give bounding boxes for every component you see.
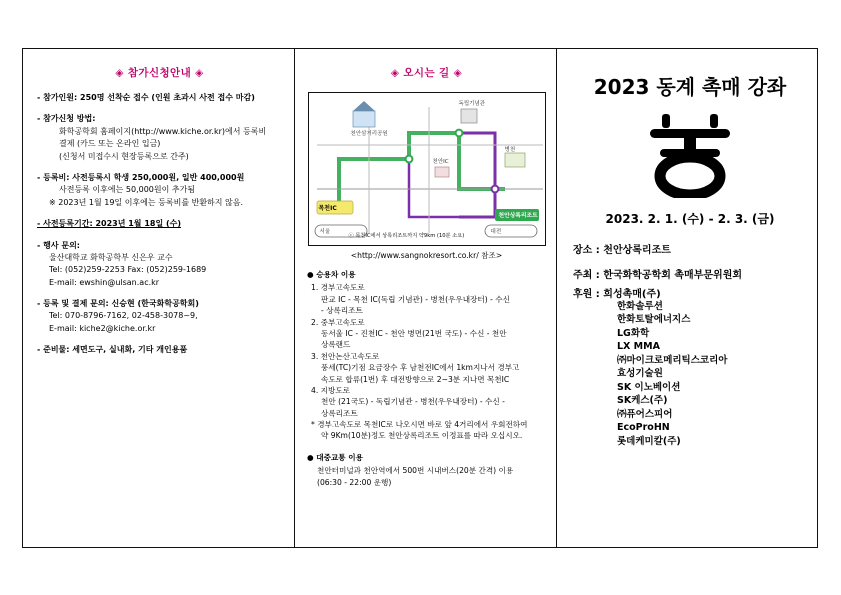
list-item: 한화토탈에너지스: [617, 314, 691, 326]
list-item: [37, 92, 282, 104]
route-note: [311, 419, 546, 442]
sponsor-label: 후원 :: [573, 289, 604, 300]
route-line: 판교 IC - 목천 IC(독립 기념관) - 병천(우우내장터) - 수신: [321, 294, 510, 304]
pre-registration-deadline: - 사전등록기간: 2023년 1월 18일 (수): [37, 219, 182, 229]
bullet-head: - 참가신청 방법:: [37, 114, 96, 124]
route-title: 중부고속도로: [320, 317, 365, 327]
route-line: 속도로 합류(1번) 후 대전방향으로 2~3분 지나면 목천IC: [321, 374, 510, 384]
list-item: [37, 344, 282, 356]
bullet-sub: 화학공학회 홈페이지(http://www.kiche.or.kr)에서 등록비: [59, 126, 267, 136]
sponsor-line: [573, 285, 807, 300]
route-note-line: (06:30 - 22:00 운행): [317, 477, 392, 487]
bullet-head: - 등록 및 결제 문의: 신승현 (한국화학공학회): [37, 299, 199, 309]
list-item: SK 이노베이션: [617, 381, 681, 393]
bullet-sub: (신청서 미접수시 현장등록으로 간주): [59, 151, 189, 161]
route-number: 2.: [311, 317, 319, 327]
contact-email: E-mail: ewshin@ulsan.ac.kr: [49, 277, 160, 287]
route-note-line: * 경부고속도로 목천IC로 나오시면 바로 앞 4거리에서 우회전하여: [311, 420, 528, 430]
location-map: [308, 92, 546, 246]
event-date: 2023. 2. 1. (수) - 2. 3. (금): [605, 212, 775, 226]
bullet-head: - 등록비: 사전등록시 학생 250,000원, 일반 400,000원: [37, 172, 245, 182]
route-title: 천안논산고속도로: [320, 351, 380, 361]
sponsor-primary: 희성촉매(주): [603, 289, 661, 300]
route-line: 상록리조트: [321, 408, 358, 418]
bullet-sub: Tel: (052)259-2253 Fax: (052)259-1689: [49, 265, 207, 275]
host-label: 주최 :: [573, 270, 604, 281]
bullet-sub: 사전등록 이후에는 50,000원이 추가됨: [59, 185, 196, 195]
list-item: [311, 282, 546, 316]
route-line: 동서울 IC - 진천IC - 천안 병면(21번 국도) - 수신 - 천안: [321, 328, 507, 338]
map-label-byeongcheon: 병천: [504, 147, 516, 153]
bullet-head: - 준비물: 세면도구, 실내화, 기타 개인용품: [37, 345, 188, 355]
route-line: 상록랜드: [321, 340, 351, 350]
route-line: 풍세(TC)기점 요금장수 후 남천전IC에서 1km지나서 경부고: [321, 363, 520, 373]
list-item: ㈜마이크로메리틱스코리아: [617, 354, 728, 366]
host-line: [573, 266, 807, 281]
list-item: [311, 317, 546, 351]
logo: [573, 108, 807, 200]
venue-label: 장소 :: [573, 245, 604, 256]
list-item: EcoProHN: [617, 422, 670, 434]
map-graphic: [309, 93, 543, 243]
list-item: 한화솔루션: [617, 301, 663, 312]
list-item: [311, 385, 546, 419]
route-number: 3.: [311, 351, 319, 361]
map-label-cheonan-park: 천안삼거리공원: [350, 131, 388, 137]
route-title: 경부고속도로: [320, 283, 365, 293]
bullet-sub: Tel: 070-8796-7162, 02-458-3078~9,: [49, 311, 198, 321]
map-source-url: <http://www.sangnokresort.co.kr/ 참조>: [350, 251, 503, 260]
map-label-daejeon: 대전: [490, 229, 502, 235]
list-item: 롯데케미칼(주): [617, 435, 681, 447]
map-label-mokcheon-ic: 목천IC: [318, 205, 337, 212]
registration-section-title: ◈ 참가신청안내 ◈: [115, 67, 204, 79]
list-item: [37, 298, 282, 335]
route-title: 지방도로: [320, 385, 351, 395]
map-label-seoul: 서울: [319, 229, 331, 235]
list-item: 효성기술원: [617, 368, 663, 380]
route-line: - 상록리조트: [321, 306, 363, 316]
list-item: LG화학: [617, 327, 650, 339]
column-cover: [557, 49, 817, 547]
route-note-line: 약 9Km(10분)정도 천안상록리조트 이정표를 따라 오십시오.: [321, 431, 523, 441]
list-item: [37, 218, 282, 230]
column-directions: [295, 49, 557, 547]
catalyst-logo-icon: [644, 110, 736, 198]
bullet-sub: ※ 2023년 1월 19일 이후에는 등록비를 반환하지 않음.: [49, 197, 244, 207]
map-caption: ⓒ 목천IC에서 상록리조트까지 약9km (10분 소요): [348, 233, 465, 239]
route-line: 천안 (21국도) - 독립기념관 - 병천(우우내장터) - 수신 -: [321, 397, 505, 407]
brochure-sheet: [22, 48, 818, 548]
payment-email: E-mail: kiche2@kiche.or.kr: [49, 323, 156, 333]
directions-section-title: ◈ 오시는 길 ◈: [390, 67, 463, 79]
list-item: LX MMA: [617, 341, 660, 353]
bullet-sub: 결제 (카드 또는 온라인 입금): [59, 139, 161, 149]
list-item: SK케스(주): [617, 395, 668, 407]
list-item: ㈜퓨어스피어: [617, 408, 673, 420]
route-note-line: 천안터미널과 천안역에서 500번 시내버스(20분 간격) 이용: [317, 466, 514, 476]
route-car-heading: ● 승용차 이용: [307, 270, 356, 279]
map-label-sangnok-resort: 천안상록리조트: [498, 213, 538, 219]
page-title: 2023 동계 촉매 강좌: [593, 75, 787, 99]
list-item: [311, 351, 546, 385]
venue-value: 천안상록리조트: [603, 245, 671, 256]
bullet-head: - 참가인원: 250명 선착순 접수 (인원 초과시 사전 접수 마감): [37, 93, 255, 102]
route-car-list: [307, 282, 546, 441]
host-value: 한국화학공학회 촉매부문위원회: [603, 270, 743, 281]
list-item: [37, 240, 282, 290]
route-directions: [307, 269, 546, 488]
map-label-cheonan-ic: 천안IC: [432, 159, 449, 165]
route-bus-heading: ● 대중교통 이용: [307, 452, 363, 462]
list-item: [37, 172, 282, 209]
registration-bullet-list: [37, 92, 282, 357]
column-registration-info: [23, 49, 295, 547]
route-number: 4.: [311, 385, 319, 395]
sponsor-list: [617, 300, 807, 448]
bullet-head: - 행사 문의:: [37, 240, 81, 250]
list-item: [37, 113, 282, 163]
bullet-sub: 울산대학교 화학공학부 신은우 교수: [49, 252, 173, 262]
route-number: 1.: [311, 283, 319, 293]
map-label-independence-hall: 독립기념관: [458, 101, 486, 107]
venue-line: [573, 241, 807, 256]
